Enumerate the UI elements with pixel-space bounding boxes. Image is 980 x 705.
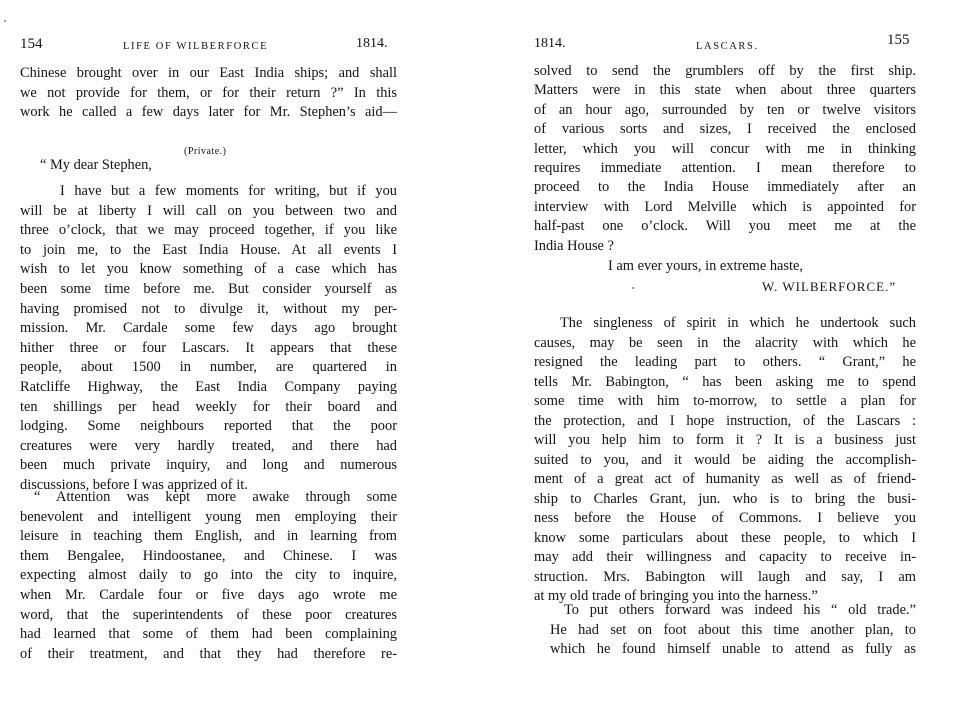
text-line: Ratcliffe Highway, the East India Company paying	[20, 379, 397, 395]
left-page-number: 154	[20, 36, 43, 52]
left-year: 1814.	[356, 36, 388, 51]
text-line: we not provide for them, or for their return ?” In this	[20, 84, 397, 101]
text-line: I have but a few moments for writing, but if you	[60, 183, 397, 199]
text-line: them Bengalee, Hindoostanee, and Chinese. I was	[20, 547, 397, 564]
text-line: requires immediate attention. I mean therefore to	[534, 160, 916, 176]
private-label: (Private.)	[184, 146, 227, 157]
text-line: benevolent and intelligent young men employing their	[20, 508, 397, 525]
text-line: word, that the superintendents of these poor creatures	[20, 606, 397, 623]
text-line: mission. Mr. Cardale some few days ago brought	[20, 320, 397, 337]
text-line: hither three or four Lascars. It appears that these	[20, 339, 397, 356]
text-line: of their treatment, and that they had therefore re-	[20, 645, 397, 662]
text-line: will be at liberty I will call on you between two and	[20, 202, 397, 219]
text-line: of an hour ago, surrounded by ten or twelve visitors	[534, 101, 916, 118]
text-line: the protection, and I hope instruction, of the Lascars :	[534, 412, 916, 429]
text-line: been much private inquiry, and long and numerous	[20, 457, 397, 474]
text-line: discussions, before I was apprized of it.	[20, 477, 248, 493]
print-speck	[4, 20, 6, 22]
text-line: ship to Charles Grant, jun. who is to bring the busi-	[534, 490, 916, 507]
text-line: expecting almost daily to go into the city to inquire,	[20, 567, 397, 584]
text-line: interview with Lord Melville which is appointed for	[534, 198, 916, 215]
text-line: at my old trade of bringing you into the harness.”	[534, 588, 818, 604]
text-line: ten shillings per head weekly for their board and	[20, 398, 397, 415]
text-line: “ Attention was kept more awake through some	[34, 489, 397, 505]
text-line: people, about 1500 in number, are quartered in	[20, 359, 397, 376]
text-line: ness before the House of Commons. I believe you	[534, 510, 916, 526]
text-line: which he found himself unable to attend as fully as	[550, 641, 916, 657]
text-line: letter, which you will concur with me in thinking	[534, 140, 916, 157]
text-line: of various sorts and sizes, I received the enclosed	[534, 121, 916, 138]
text-line: three o’clock, that we may proceed together, if you like	[20, 222, 397, 239]
text-line: Matters were in this state when about three quarters	[534, 82, 916, 99]
salutation: “ My dear Stephen,	[40, 157, 152, 173]
text-line: to join me, to the East India House. At all events I	[20, 241, 397, 258]
right-running-title: LASCARS.	[696, 41, 759, 52]
text-line: solved to send the grumblers off by the first ship.	[534, 63, 916, 79]
left-running-title: LIFE OF WILBERFORCE	[123, 41, 269, 52]
signature: W. WILBERFORCE.”	[762, 279, 897, 294]
right-year: 1814.	[534, 36, 566, 51]
text-line: He had set on foot about this time another plan, to	[550, 621, 916, 638]
text-line: tells Mr. Babington, “ has been asking me to spend	[534, 373, 916, 390]
text-line: ment of a great act of humanity as well as of friend-	[534, 471, 916, 487]
text-line: suited to you, and it would be aiding the accomplish-	[534, 451, 916, 468]
letter-closing: I am ever yours, in extreme haste,	[608, 258, 803, 274]
text-line: had learned that some of them had been complaining	[20, 626, 397, 643]
text-line: struction. Mrs. Babington will laugh and say, I am	[534, 568, 916, 585]
text-line: leisure in teaching them English, and in learning from	[20, 528, 397, 545]
text-line: been some time before me. But consider yourself as	[20, 281, 397, 297]
print-speck	[632, 287, 634, 289]
text-line: proceed to the India House immediately after an	[534, 179, 916, 196]
text-line: lodging. Some neighbours reported that the poor	[20, 418, 397, 435]
text-line: Chinese brought over in our East India ships; and shall	[20, 65, 397, 81]
text-line: having promised not to divulge it, without my per-	[20, 300, 397, 317]
right-page-number: 155	[887, 32, 910, 48]
text-line: resigned the leading part to others. “ Grant,” he	[534, 354, 916, 370]
text-line: half-past one o’clock. Will you meet me at the	[534, 218, 916, 235]
text-line: some time with him to-morrow, to settle a plan for	[534, 393, 916, 409]
text-line: causes, may be seen in the alacrity with which he	[534, 334, 916, 351]
text-line: will you help him to form it ? It is a business just	[534, 432, 916, 448]
text-line: work he called a few days later for Mr. Stephen’s aid—	[20, 104, 397, 120]
text-line: know some particulars about these people, to which I	[534, 529, 916, 546]
text-line: wish to let you know something of a case which has	[20, 261, 397, 278]
text-line: when Mr. Cardale four or five days ago wrote me	[20, 587, 397, 603]
text-line: The singleness of spirit in which he undertook such	[560, 315, 916, 331]
text-line: To put others forward was indeed his “ old trade.”	[564, 602, 916, 618]
text-line: may add their willingness and capacity to receive in-	[534, 549, 916, 565]
text-line: creatures were very hardly treated, and there had	[20, 437, 397, 454]
text-line: India House ?	[534, 237, 614, 254]
